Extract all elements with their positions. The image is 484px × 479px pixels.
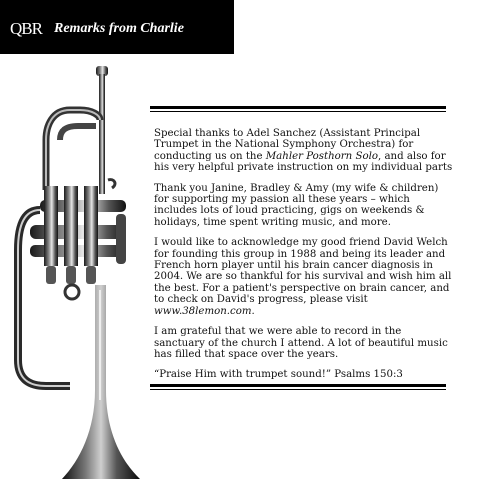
piece-title: Mahler Posthorn Solo	[265, 150, 378, 162]
paragraph-quote: “Praise Him with trumpet sound!” Psalms 150:3	[154, 369, 403, 381]
paragraph-text: Special thanks to Adel Sanchez (Assistant Principal Trumpet in the National Symphony Orchestra) for conducting us on the	[154, 128, 421, 162]
website-link[interactable]: www.38lemon.com	[154, 305, 252, 317]
qbr-logo: QBR	[10, 19, 42, 38]
page-title: Remarks from Charlie	[54, 21, 184, 36]
trumpet-image	[0, 60, 150, 479]
paragraph-text: , and also for his very helpful private instruction on my individual parts	[154, 150, 453, 174]
paragraph-church: I am grateful that we were able to record in the sanctuary of the church I attend. A lot of beautiful music has filled that space over the years.	[154, 326, 448, 360]
remarks-text	[154, 128, 454, 381]
paragraph-david-welch	[154, 237, 454, 317]
top-divider	[150, 106, 446, 112]
bottom-divider	[150, 384, 446, 390]
header-bar	[0, 0, 234, 54]
paragraph-text: I would like to acknowledge my good friend David Welch for founding this group in 1988 and being its leader and French horn player until his brain cancer diagnosis in 2004. We are so thankful for his survival and wish him all the best. For a patient's perspective on brain cancer, and to check on David's progress, please visit	[154, 237, 452, 306]
paragraph-acknowledgement-adel	[154, 128, 454, 174]
paragraph-family: Thank you Janine, Bradley & Amy (my wife & children) for supporting my passion all these years – which includes lots of loud practicing, gigs on weekends & holidays, time spent writing music, and more.	[154, 182, 439, 228]
paragraph-text: .	[251, 305, 255, 317]
